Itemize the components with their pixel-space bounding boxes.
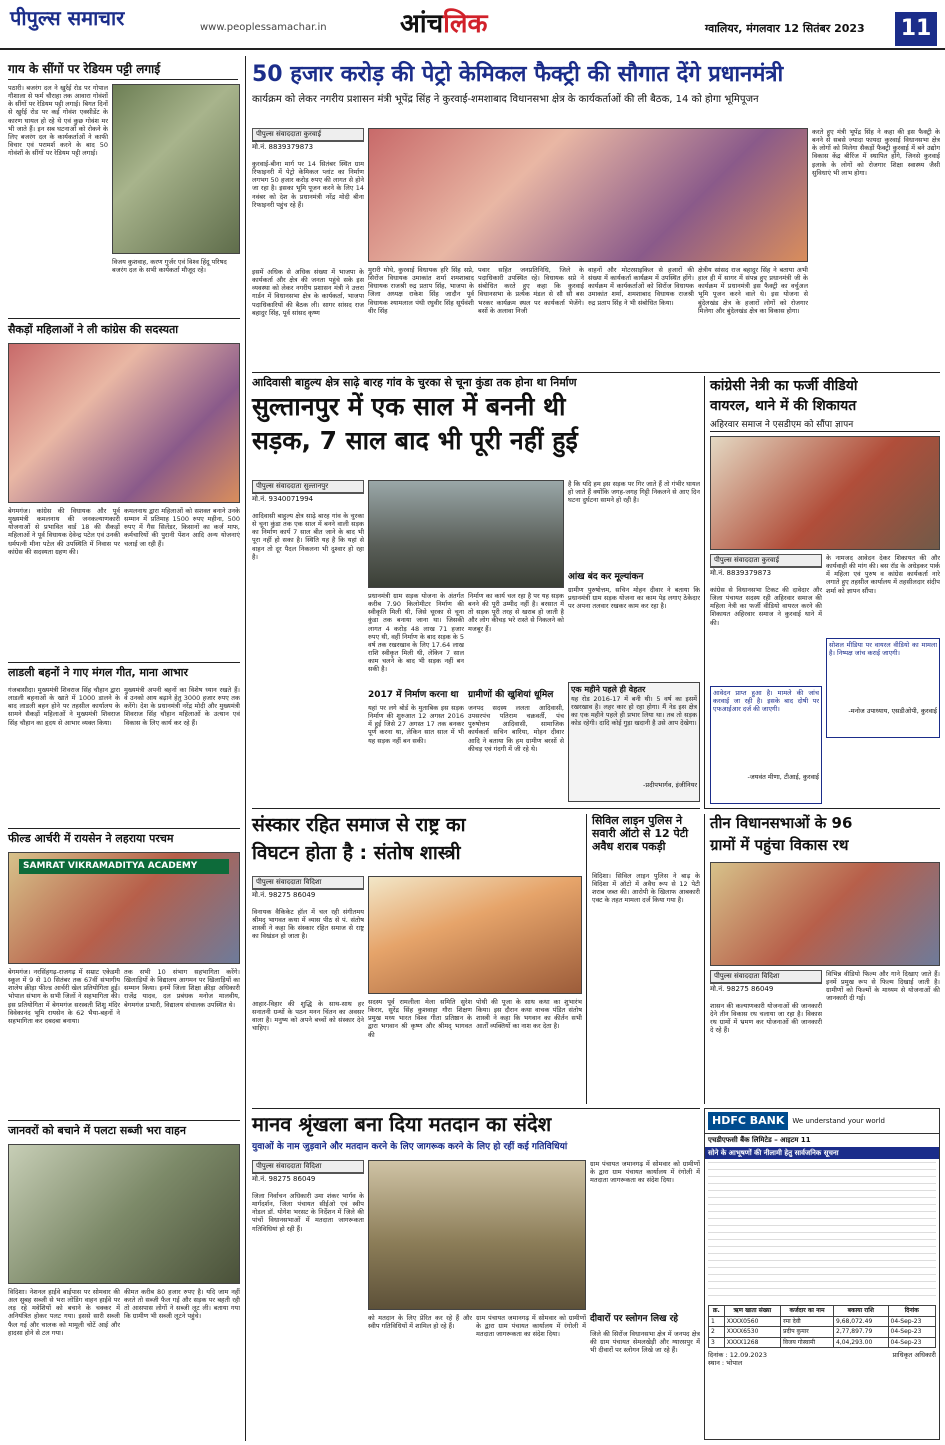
manav-body-3: ग्राम पंचायत जमानगढ़ में सोमवार को ग्रामीणों के द्वारा ग्राम पंचायत कार्यालय में रंगोली में मतदाता जागरूकता का संदेश दिया।: [476, 1314, 586, 1339]
sultanpur-road-photo: [368, 480, 564, 588]
civil-lines-body: विदिशा। सिविल लाइन पुलिस ने बाढ़ के विदिशा में ऑटो में अवैध रूप से 12 पेटी शराब जब्त की। आरोपी के खिलाफ आबकारी एक्ट के तहत मामला दर्ज किया गया है।: [592, 872, 700, 905]
sultanpur-sub-1: 2017 में निर्माण करना था: [368, 690, 459, 700]
table-cell: 04-Sep-23: [888, 1316, 936, 1327]
congress-video-body-2: के नामजद आवेदन देकर शिकायत की और कार्यवाही की मांग की। बस रॉड के अधेड़कर पार्क में महिला एवं पुरुष व कांग्रेस कार्यकर्ता नारे लगाते हुए तहसील कार्यालय में तहसीलदार संदीप शर्मा को ज्ञापन सौंपा।: [826, 554, 940, 595]
masthead: [0, 0, 945, 50]
archery-banner: SAMRAT VIKRAMADITYA ACADEMY: [19, 859, 229, 874]
story-women-congress-headline: सैकड़ों महिलाओं ने ली कांग्रेस की सदस्यता: [8, 323, 179, 336]
table-cell: 9,68,072.49: [834, 1316, 889, 1327]
lead-subhead: कार्यक्रम को लेकर नगरीय प्रशासन मंत्री भूपेंद्र सिंह ने कुरवाई-शमशाबाद विधानसभा क्षेत्र के कार्यकर्ताओं की ली बैठक, 14 को होगा भूमिपूजन: [252, 94, 759, 105]
vikas-rath-body-2: विभिन्न वीडियो फिल्म और गाने दिखाए जाते हैं। इनमें प्रमुख रूप से फिल्म दिखाई जाती है। ग्रामीणों को फिल्मों के माध्यम से योजनाओं की जानकारी दी गई।: [826, 970, 940, 1003]
sanskar-mobile: मो.नं. 98275 86049: [252, 889, 364, 900]
hdfc-table-header-cell: दिनांक: [888, 1306, 936, 1317]
table-cell: 04-Sep-23: [888, 1327, 936, 1338]
column-rule: [245, 56, 246, 1441]
divider: [252, 808, 700, 809]
lead-byline-box: [252, 128, 364, 152]
manav-subhead: युवाओं के नाम जुड़वाने और मतदान करने के लिए जागरूक करने के लिए हो रहीं कई गतिविधियां: [252, 1142, 568, 1152]
congress-video-byline: पीपुल्स संवाददाता कुरवाई: [710, 554, 822, 567]
sanskar-headline-line2: विघटन होता है : संतोष शास्त्री: [252, 842, 461, 864]
vikas-rath-photo: [710, 862, 940, 966]
vikas-rath-byline-box: [710, 970, 822, 994]
lead-body-4: पवार सहित जनप्रतिनिधि, जिले के पदाधिकारी उपस्थित रहे। विधायक सप्रे ने संबोधित करते हुए कहा कि कुरवाई विधानसभा के प्रत्येक मंडल से सौ सौ बस भरकर कार्यक्रम स्थल पर कार्यकर्ता भेजेंगे। बसों के अलावा निजी: [478, 266, 584, 315]
lead-body-5: वाहनों और मोटरसाइकिल से हजारों की संख्या में कार्यकर्ता कार्यक्रम में उपस्थित होंगे। कार्यक्रम में कार्यकर्ताओं को सिरोंज विधायक उमाकांत शर्मा, शमशाबाद विधायक राजश्री रुद्र प्रताप सिंह ने भी संबोधित किया।: [588, 266, 694, 307]
sanskar-photo: [368, 876, 582, 994]
engineer-note-box: [568, 682, 700, 802]
page-number: 11: [895, 12, 937, 46]
manav-body-2: को मतदान के लिए प्रेरित कर रहे हैं और स्वीप गतिविधियों में शामिल हो रहे हैं।: [368, 1314, 472, 1331]
engineer-note-body: यह रोड 2016-17 में बनी थी। 5 वर्ष का इसमें रखरखाव है। लहर कार हो रहा होगा। मैं नेड इस क्षेत्र का एक महीने पहले ही प्रभार लिया था। तब तो सड़क कोड रहेगी। दादि कोई गुड़ा खदानी है उसे आप देखेगा।: [571, 694, 697, 727]
lead-body-6: क्षेत्रीय सांसद राज बहादुर सिंह ने बताया अभी हाल ही में सागर में संपन्न हुए प्रधानमंत्री जी के कार्यक्रम में प्रधानमंत्री इस फैक्ट्री का वर्चुअल भूमि पूजन करने वाले थे। इस योजना से बुंदेलखंड क्षेत्र के हजारों लोगों को रोजगार मिलेगा और बुंदेलखंड क्षेत्र का विकास होगा।: [698, 266, 808, 315]
hdfc-footer-date: दिनांक : 12.09.2023: [708, 1351, 767, 1360]
table-row: [709, 1337, 936, 1348]
lead-byline: पीपुल्स संवाददाता कुरवाई: [252, 128, 364, 141]
congress-video-photo: [710, 436, 940, 550]
quote-1-text: सोशल मीडिया पर वायरल वीडियो का मामला है। निष्पक्ष जांच कराई जाएगी।: [829, 641, 937, 658]
hdfc-fine-print: [708, 1162, 936, 1302]
sultanpur-byline: पीपुल्स संवाददाता सुल्तानपुर: [252, 480, 364, 493]
vikas-rath-body-1: शासन की कल्याणकारी योजनाओं की जानकारी देने तीन विकास रथ चलाया जा रहा है। विकास रथ ग्रामों में भ्रमण कर योजनाओं की जानकारी दे रहे हैं।: [710, 1002, 822, 1035]
sultanpur-body-4: निर्माण का कार्य चल रहा है पर यह सड़क बनने की पूरी उम्मीद नहीं है। बरसात में तो सड़क पूरी तरह से खराब हो जाती है और लोग कीचड़ भरे रास्ते से निकलने को मजबूर हैं।: [468, 592, 564, 633]
vikas-rath-headline-line1: तीन विधानसभाओं के 96: [710, 814, 853, 832]
manav-photo: [368, 1160, 586, 1310]
table-cell: प्रदीप कुमार: [781, 1327, 834, 1338]
sanskar-body-1: विनायक वैकिकेट हॉल में चल रही संगीतमय श्रीमद् भागवत कथा में व्यास पीठ से पं. संतोष शास्त्री ने कहा कि संस्कार रहित समाज से राष्ट्र का विखंडन हो जाता है।: [252, 908, 364, 941]
table-cell: XXXX1268: [724, 1337, 780, 1348]
story-ladli-behna-body-2: मुख्यमंत्री अपनी बहनों का विशेष ध्यान रखते हैं। वे उनको आय बढ़ाने हेतु 3000 हजार रुपए तक करेंगे। देश के प्रधानमंत्री नरेंद्र मोदी और मुख्यमंत्री शिवराज सिंह चौहान महिलाओं के उत्थान एवं विकास के लिए कार्य कर रहे हैं।: [124, 686, 240, 727]
sultanpur-body-3: यहां पर लगे बोर्ड के मुताबिक इस सड़क निर्माण की शुरुआत 12 अगस्त 2016 में हुई जिसे 27 अगस्त 17 तक बनकर पूर्ण करना था, लेकिन सात साल में भी यह सड़क नहीं बन सकी।: [368, 704, 464, 745]
lead-body-2: इसमें अधिक से अधिक संख्या में भाजपा के कार्यकर्ता और क्षेत्र की जनता पहुंचे सके इस व्यवस्था को लेकर नगरीय प्रशासन मंत्री ने उत्तरा गार्डन में विधानसभा क्षेत्र के कार्यकर्ता, भाजपा पदाधिकारियों की बैठक ली। सागर सांसद राज बहादुर सिंह, पूर्व सांसद कृष्ण: [252, 268, 364, 317]
sanskar-body-2: आहार-विहार की शुद्धि के साथ-साथ हर सनातनी ग्रन्थों के पठन मनन चिंतन का अवसर वाला है। मनुष्य को अपने बच्चों को संस्कार देने चाहिए।: [252, 1000, 364, 1033]
story-women-congress-body: बेगमगंज। कांग्रेस की विधायक और पूर्व मुख्यमंत्री कमलनाथ की जनकल्याणकारी योजनाओं से प्रभावित वार्ड 18 की सैकड़ों महिलाओं ने पूर्व विधायक देवेन्द्र पटेल एवं उनकी धर्मपत्नी मीना पटेल की उपस्थिति में निवास पर कांग्रेस की सदस्यता ग्रहण की।: [8, 507, 120, 556]
civil-lines-headline: सिविल लाइन पुलिस ने सवारी ऑटो से 12 पेटी अवैध शराब पकड़ी: [592, 814, 689, 854]
vikas-rath-byline: पीपुल्स संवाददाता विदिशा: [710, 970, 822, 983]
column-rule: [704, 814, 705, 1104]
manav-sub: दीवारों पर स्लोगन लिख रहे: [590, 1314, 679, 1324]
sultanpur-sub-3: आंख बंद कर मूल्यांकन: [568, 572, 644, 582]
divider: [252, 1108, 700, 1109]
lead-mobile: मो.नं. 8839379873: [252, 141, 364, 152]
table-cell: रमा देवी: [781, 1316, 834, 1327]
story-cow-horns-headline: गाय के सींगों पर रेडियम पट्टी लगाई: [8, 62, 238, 80]
hdfc-ad-header: [705, 1109, 939, 1134]
congress-video-mobile: मो.नं. 8839379873: [710, 567, 822, 578]
manav-body-4: जिले की सिरोंज विधानसभा क्षेत्र में जनपद क्षेत्र की ग्राम पंचायत सेमलखेड़ी और ग्यारसपुर में भी दीवारों पर स्लोगन लिखे जा रहे हैं।: [590, 1330, 700, 1355]
hdfc-table-header-cell: क्र.: [709, 1306, 725, 1317]
lead-body-3: मुरारी मोघे, कुरवाई विधायक हरि सिंह सप्रे, सिरोंज विधायक उमाकांत शर्मा शमशाबाद विधायक राजश्री रुद्र प्रताप सिंह, भाजपा के जिला अध्यक्ष राकेश सिंह जादौन पूर्व विधायक श्यामलाल पंथी रघुवीर सिंह सूर्यवंशी वीर सिंह: [368, 266, 474, 315]
brand-logo: पीपुल्स समाचार: [10, 6, 125, 30]
dateline: ग्वालियर, मंगलवार 12 सितंबर 2023: [705, 22, 865, 35]
story-cow-horns-body: पठारी। बजरंग दल ने खुर्रई रोड पर गोपाल गौशाला से फर्म चौराहा तक आवारा गोवंशों के सींगों पर रेडियम पट्टी लगाई। बिगत दिनों से खुर्रई रोड पर कई गोवंश एक्सीडेंट के कारण घायल हो रहे थे एवं कुछ गोवंश मर भी जाते हैं। इन सब घटनाओं को रोकने के लिए बजरंग दल के कार्यकर्ताओं ने काफी विचार एवं परामर्श करने के बाद 50 गोवंशों के सींगों पर रेडियम पट्टी लगाई।: [8, 84, 108, 157]
cow-horns-caption: विजय कुशवाह, करण गुर्जर एवं विश्व हिंदू परिषद बजरंग दल के सभी कार्यकर्ता मौजूद रहे।: [112, 258, 227, 275]
congress-video-body-1: कांग्रेस से विधानसभा टिकट की दावेदार और जिला पंचायत सदस्य रही अहिरवार समाज की महिला नेत्री का फर्जी वीडियो वायरल करने की शिकायत अहिरवार समाज ने कुरवाई थाने में की।: [710, 586, 822, 627]
hdfc-table-header-cell: कर्जदार का नाम: [781, 1306, 834, 1317]
table-cell: 1: [709, 1316, 725, 1327]
table-cell: 4,04,293.00: [834, 1337, 889, 1348]
section-title-part1: आंच: [400, 9, 444, 39]
quote-2-text: आवेदन प्राप्त हुआ है। मामले की जांच करवाई जा रही है। इसके बाद दोषी पर एफआईआर दर्ज की जाएगी।: [713, 689, 819, 714]
hdfc-title: एचडीएफसी बैंक लिमिटेड – आइटम 11: [708, 1135, 811, 1144]
divider: [8, 318, 240, 319]
manav-body-1: जिला निर्वाचन अधिकारी उमा शंकर भार्गव के मार्गदर्शन, जिला पंचायत सीईओ एवं स्वीप नोडल डॉ. योगेश भरसट के निर्देशन में जिले की पांचों विधानसभाओं में मतदाता जागरूकता गतिविधियां हो रही हैं।: [252, 1192, 364, 1233]
lead-body-1: कुरवाई-बीना मार्ग पर 14 सितंबर स्थित ग्राम रिफाइनरी में पेट्रो केमिकल प्लांट का निर्माण लगभग 50 हजार करोड़ रुपए की लागत से होने जा रहा है। इसका भूमि पूजन करने के लिए 14 नवंबर को देश के प्रधानमंत्री नरेंद्र मोदी बीना रिफाइनरी पहुंच रहे हैं।: [252, 160, 364, 209]
engineer-note-head: एक महीने पहले ही वेहतर: [571, 685, 646, 694]
divider: [8, 662, 240, 663]
congress-video-byline-box: [710, 554, 822, 578]
quote-1-sign: -मनोज उपाध्याय, एसडीओपी, कुरवाई: [848, 707, 937, 715]
lead-photo: [368, 128, 808, 262]
sultanpur-body-5: जनपद सदस्य ललता आदिवासी, उपसरपंच पतिराम चक्रवर्ती, पंच पुरुषोत्तम आदिवासी, सामाजिक कार्यकर्ता सचिन बारिया, मोहन दीवार आदि ने बताया कि हम ग्रामीण बरसों से कीचड़ एवं गंदगी में जी रहे थे।: [468, 704, 564, 753]
story-vegetable-van-body-2: कीमत करीब 80 हजार रुपए है। यदि जाम नहीं करते तो सब्जी फैल गई और सड़क पर बहती रही तो आसपास लोगों ने सब्जी लूट ली। बताया गया कि ग्रामीण भी सब्जी लूटने पहुंचे।: [124, 1288, 240, 1321]
hdfc-tagline: We understand your world: [792, 1116, 885, 1125]
quote-2-sign: -जयवंत मीणा, टीआई, कुरवाई: [747, 773, 819, 781]
hdfc-notice-head: सोने के आभूषणों की नीलामी हेतु सार्वजनिक सूचना: [705, 1147, 939, 1160]
table-cell: 04-Sep-23: [888, 1337, 936, 1348]
sultanpur-body-6: है कि यदि हम इस सड़क पर गिर जाते हैं तो गंभीर घायल हो जाते हैं क्योंकि जगह-जगह गिट्टी निकलने से आए दिन घटना दुर्घटना सामने हो रही है।: [568, 480, 700, 505]
divider: [8, 828, 240, 829]
hdfc-footer-place: स्थान : भोपाल: [708, 1359, 743, 1368]
story-vegetable-van-headline: जानवरों को बचाने में पलटा सब्जी भरा वाहन: [8, 1124, 186, 1137]
archery-photo: [8, 852, 240, 964]
story-women-congress-body-2: कमलनाथ द्वारा महिलाओं को सशक्त बनाने उनके सम्मान में प्रतिमाह 1500 रुपए महीना, 500 रुपए में गैस सिलेंडर, किसानों का कर्ज माफ, कर्मचारियों की पुरानी पेंशन आदि अन्य योजनाएं चलाई जा रही हैं।: [124, 507, 240, 548]
manav-byline: पीपुल्स संवाददाता विदिशा: [252, 1160, 364, 1173]
manav-mobile: मो.नं. 98275 86049: [252, 1173, 364, 1184]
vikas-rath-headline-line2: ग्रामों में पहुंचा विकास रथ: [710, 836, 849, 854]
story-vegetable-van-body: विदिशा। नेशनल हाईवे बाईपास पर सोमवार की अल सुबह सब्जी से भरा लोडिंग वाहन हाईवे पर लड़ रहे मवेशियों को बचाने के चक्कर में अनियंत्रित होकर पलट गया। इससे सारी सब्जी फैल गई और चालक को मामूली चोटें आई और हादसा होने से टल गया।: [8, 1288, 120, 1337]
congress-video-headline-line1: कांग्रेसी नेत्री का फर्जी वीडियो: [710, 378, 858, 394]
hdfc-ad: [704, 1108, 940, 1440]
hdfc-notice-body: [705, 1159, 939, 1305]
column-rule: [586, 814, 587, 1104]
manav-headline: मानव श्रृंखला बना दिया मतदान का संदेश: [252, 1112, 552, 1136]
story-ladli-behna-headline: लाडली बहनों ने गाए मंगल गीत, माना आभार: [8, 666, 189, 679]
sanskar-body-4: पोथी की पूजा के साथ कथा का शुभारंभ किया। इस दौरान कथा वाचक पंडित संतोष शास्त्री ने कहा कि भगवान का कीर्तन सभी आर्तों व्यक्तियों का नाश कर देता है।: [476, 998, 582, 1031]
story-ladli-behna-body: गंजबासौदा। मुख्यमंत्री शिवराज सिंह चौहान द्वारा लाडली बहनाओं के खाते में 1000 डालने के बाद लाडली बहन होने पर तहसील कार्यालय के सामने सैकड़ों महिलाओं ने मुख्यमंत्री शिवराज सिंह चौहान का हृदय से आभार व्यक्त किया।: [8, 686, 120, 727]
sultanpur-headline-line1: सुल्तानपुर में एक साल में बननी थी: [252, 392, 566, 421]
sultanpur-body-7: ग्रामीण पुरुषोत्तम, सचिन मोहन दीवार ने बताया कि प्रधानमंत्री ग्राम सड़क योजना का काम पेड़ लगाए ठेकेदार पर अपना तलवार रखकर काम कर रहा है।: [568, 586, 700, 611]
women-congress-photo: [8, 343, 240, 503]
divider: [704, 808, 940, 809]
divider: [8, 1120, 240, 1121]
vikas-rath-mobile: मो.नं. 98275 86049: [710, 983, 822, 994]
story-archery-body-2: तक सभी 10 संभाग सहभागिता करेंगे। खिलाड़ियों के विद्यालय आगमन पर खिलाड़ियों का सम्मान किया। इनमें जिला शिक्षा क्रीड़ा अधिकारी राजेंद्र यादव, दल प्रबंधक मनोज मालवीय, बेगमगंज प्रभारी, विद्यालय संचालक उपस्थित थे।: [124, 968, 240, 1009]
section-title: [400, 8, 487, 41]
quote-box-1: [826, 638, 940, 738]
congress-video-subhead: अहिरवार समाज ने एसडीएम को सौंपा ज्ञापन: [710, 420, 940, 432]
hdfc-table: [708, 1305, 936, 1348]
quote-box-2: [710, 686, 822, 804]
sanskar-headline-line1: संस्कार रहित समाज से राष्ट्र का: [252, 814, 466, 836]
sultanpur-sub-2: ग्रामीणों की खुशियां धूमिल: [468, 690, 554, 700]
table-cell: 2,77,897.79: [834, 1327, 889, 1338]
brand-url: www.peoplessamachar.in: [200, 22, 327, 33]
table-row: [709, 1316, 936, 1327]
engineer-note-sign: -प्रदीपभार्गव, इंजीनियर: [643, 780, 697, 789]
table-cell: XXXX0560: [724, 1316, 780, 1327]
table-cell: विजय गोस्वामी: [781, 1337, 834, 1348]
sultanpur-kicker: आदिवासी बाहुल्य क्षेत्र साढ़े बारह गांव के चुरका से चूना कुंडा तक होना था निर्माण: [252, 376, 577, 389]
lead-body-7: करते हुए मंत्री भूपेंद्र सिंह ने कहा की इस फैक्ट्री के बनने से सबसे ज्यादा फायदा कुरवाई विधानसभा क्षेत्र के लोगों को मिलेगा सैकड़ों फैक्ट्री कुरवाई में बने उद्योग विकास केंद्र बीरिंज में स्थापित होंगे, जिनसे कुरवाई इलाके के लोगों को रोजगार शिक्षा स्वास्थ्य जैसी सुविधाएं भी लाभ होगा।: [812, 128, 940, 177]
section-title-part2: लिक: [443, 9, 488, 39]
sanskar-byline-box: [252, 876, 364, 900]
hdfc-footer-sign: प्राधिकृत अधिकारी: [892, 1351, 936, 1360]
sultanpur-headline-line2: सड़क, 7 साल बाद भी पूरी नहीं हुई: [252, 426, 578, 455]
sultanpur-body-2: प्रधानमंत्री ग्राम सड़क योजना के अंतर्गत करीब 7.90 किलोमीटर निर्माण की स्वीकृति मिली थी, जिसे चूरका से चूना कुंडा तक बनाया जाना था। जिसकी लागत 4 करोड़ 48 लाख 71 हजार रुपए थी, वहीं निर्माण के बाद सड़क के 5 वर्ष तक रखरखाव के लिए 17.64 लाख राशि स्वीकृत मिली थी, लेकिन 7 साल काम चलने के बाद भी सड़क नहीं बन सकी है।: [368, 592, 464, 674]
table-cell: 3: [709, 1337, 725, 1348]
hdfc-table-body: [709, 1316, 936, 1348]
cow-horns-photo: [112, 84, 240, 254]
hdfc-table-header-cell: ऋण खाता संख्या: [724, 1306, 780, 1317]
divider: [252, 372, 940, 373]
story-archery-body: बेगमगंज। नरसिंहगढ़-राजगढ़ में सम्राट एकेडमी स्कूल में 9 से 10 सितंबर तक 67वीं संभागीय शालेय क्रीड़ा फील्ड आर्चरी खेल प्रतियोगिता हुई। भोपाल संभाग के सभी जिलों ने सहभागिता की। इस प्रतियोगिता में बेगमगंज सरस्वती शिशु मंदिर विवेकानंद भूमि रायसेन के 62 भैया-बहनों ने सहभागिता कर दबदबा बनाया।: [8, 968, 120, 1025]
hdfc-footer: [705, 1348, 939, 1370]
table-row: [709, 1327, 936, 1338]
story-archery-headline: फील्ड आर्चरी में रायसेन ने लहराया परचम: [8, 832, 174, 845]
sanskar-byline: पीपुल्स संवाददाता विदिशा: [252, 876, 364, 889]
hdfc-table-header-cell: बकाया राशि: [834, 1306, 889, 1317]
manav-byline-box: [252, 1160, 364, 1184]
hdfc-logo: HDFC BANK: [708, 1112, 788, 1130]
sultanpur-byline-box: [252, 480, 364, 504]
column-rule: [704, 376, 705, 808]
sultanpur-body-1: आदिवासी बाहुल्य क्षेत्र साढ़े बारह गांव के चुरका से चूना कुंडा तक एक साल में बनने वाली सड़क का निर्माण कार्य 7 साल बीत जाने के बाद भी पूरा नहीं हो सका है। स्थिति यह है कि यहां से वाहन तो दूर पैदल निकलना भी दुश्वार हो रहा है।: [252, 512, 364, 561]
congress-video-headline-line2: वायरल, थाने में की शिकायत: [710, 398, 857, 414]
table-cell: 2: [709, 1327, 725, 1338]
table-cell: XXXX6530: [724, 1327, 780, 1338]
lead-headline: 50 हजार करोड़ की पेट्रो केमिकल फैक्ट्री की सौगात देंगे प्रधानमंत्री: [252, 62, 784, 87]
hdfc-table-head: [709, 1306, 936, 1317]
vegetable-van-photo: [8, 1144, 240, 1284]
sanskar-body-3: सदस्य पूर्व रामलीला मेला समिति सुरेश किरार, सुरेंद्र सिंह कुशवाहा गौरा शिक्षण प्रमुख मध्य भारत विश्व गीता प्रतिष्ठान के द्वारा भगवान श्री कृष्ण और श्रीमद् भागवत की: [368, 998, 472, 1039]
sultanpur-mobile: मो.नं. 9340071994: [252, 493, 364, 504]
manav-body-3b: ग्राम पंचायत जमानगढ़ में सोमवार को ग्रामीणों के द्वारा ग्राम पंचायत कार्यालय में रंगोली में मतदाता जागरूकता का संदेश दिया।: [590, 1160, 700, 1185]
